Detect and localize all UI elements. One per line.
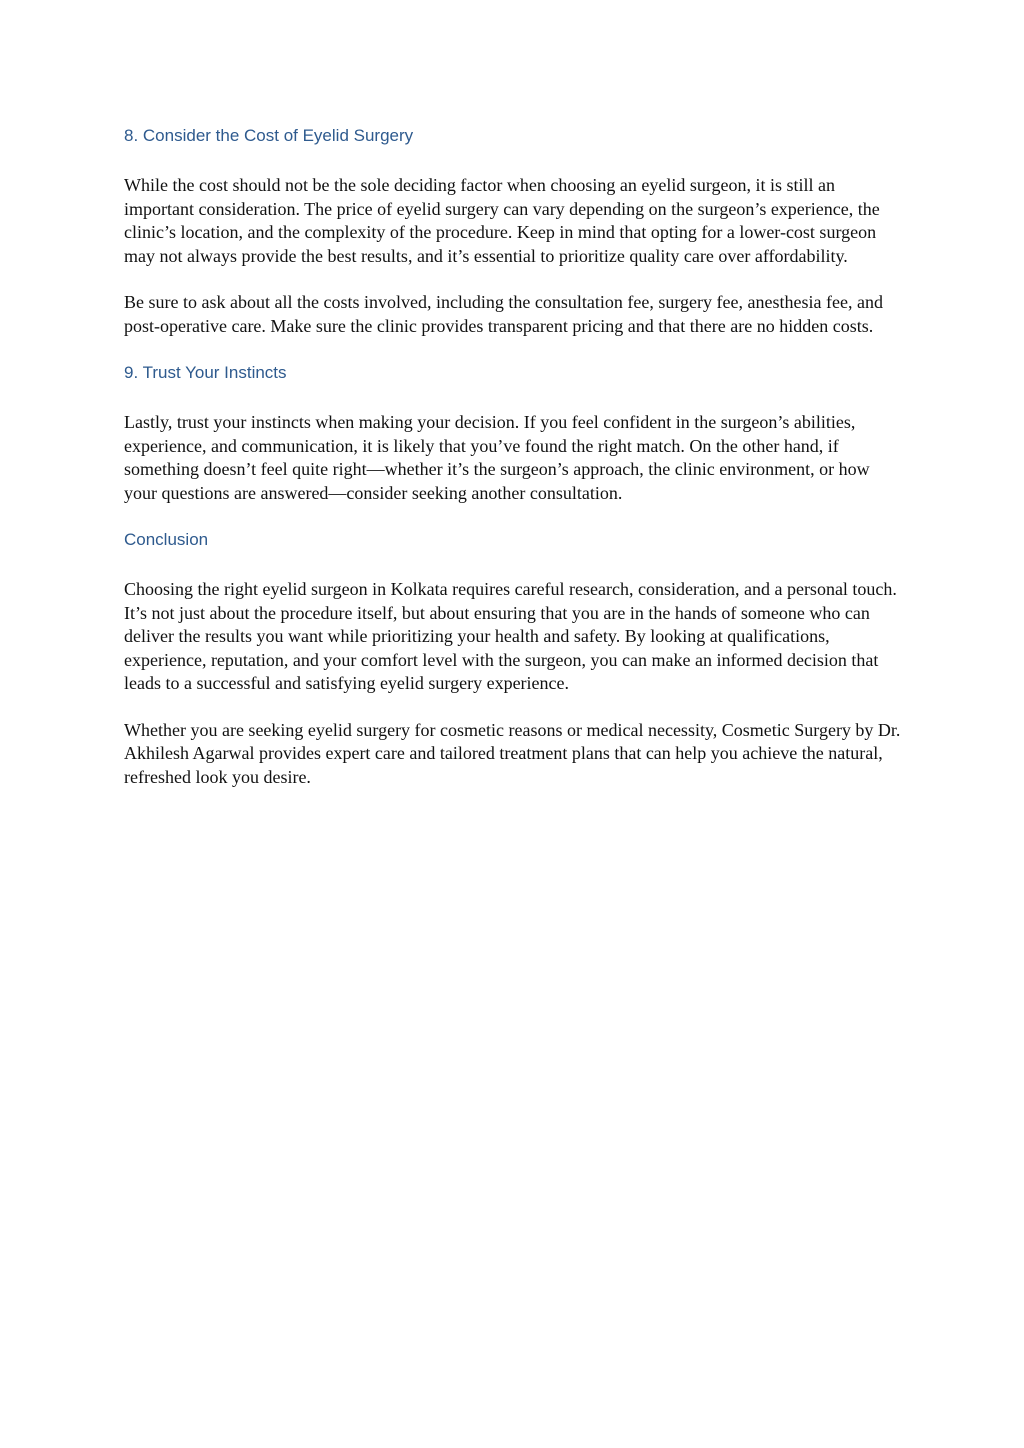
paragraph-conclusion-2: Whether you are seeking eyelid surgery for cosmetic reasons or medical necessity, Cosmetic Surgery by Dr. Akhilesh Agarwal provides expert care and tailored treatment plans that can help you achieve the natural, refreshed look you desire.: [124, 719, 901, 787]
document-page: [124, 124, 904, 789]
paragraph-cost-2: Be sure to ask about all the costs involved, including the consultation fee, surgery fee, anesthesia fee, and post-operative care. Make sure the clinic provides transparent pricing and that there are no hidden costs.: [124, 292, 883, 336]
paragraph-conclusion-1: Choosing the right eyelid surgeon in Kolkata requires careful research, consideration, and a personal touch. It’s not just about the procedure itself, but about ensuring that you are in the hands of someone who can deliver the results you want while prioritizing your health and safety. By looking at qualifications, experience, reputation, and your comfort level with the surgeon, you can make an informed decision that leads to a successful and satisfying eyelid surgery experience.: [124, 579, 897, 693]
section-heading-instincts: 9. Trust Your Instincts: [124, 363, 287, 382]
paragraph-cost-1: While the cost should not be the sole deciding factor when choosing an eyelid surgeon, it is still an important consideration. The price of eyelid surgery can vary depending on the surgeon’s experience, the clinic’s location, and the complexity of the procedure. Keep in mind that opting for a lower-cost surgeon may not always provide the best results, and it’s essential to prioritize quality care over affordability.: [124, 175, 880, 266]
section-heading-cost: 8. Consider the Cost of Eyelid Surgery: [124, 126, 414, 145]
section-heading-conclusion: Conclusion: [124, 530, 209, 549]
paragraph-instincts-1: Lastly, trust your instincts when making your decision. If you feel confident in the surgeon’s abilities, experience, and communication, it is likely that you’ve found the right match. On the other hand, if something doesn’t feel quite right—whether it’s the surgeon’s approach, the clinic environment, or how your questions are answered—consider seeking another consultation.: [124, 412, 870, 503]
